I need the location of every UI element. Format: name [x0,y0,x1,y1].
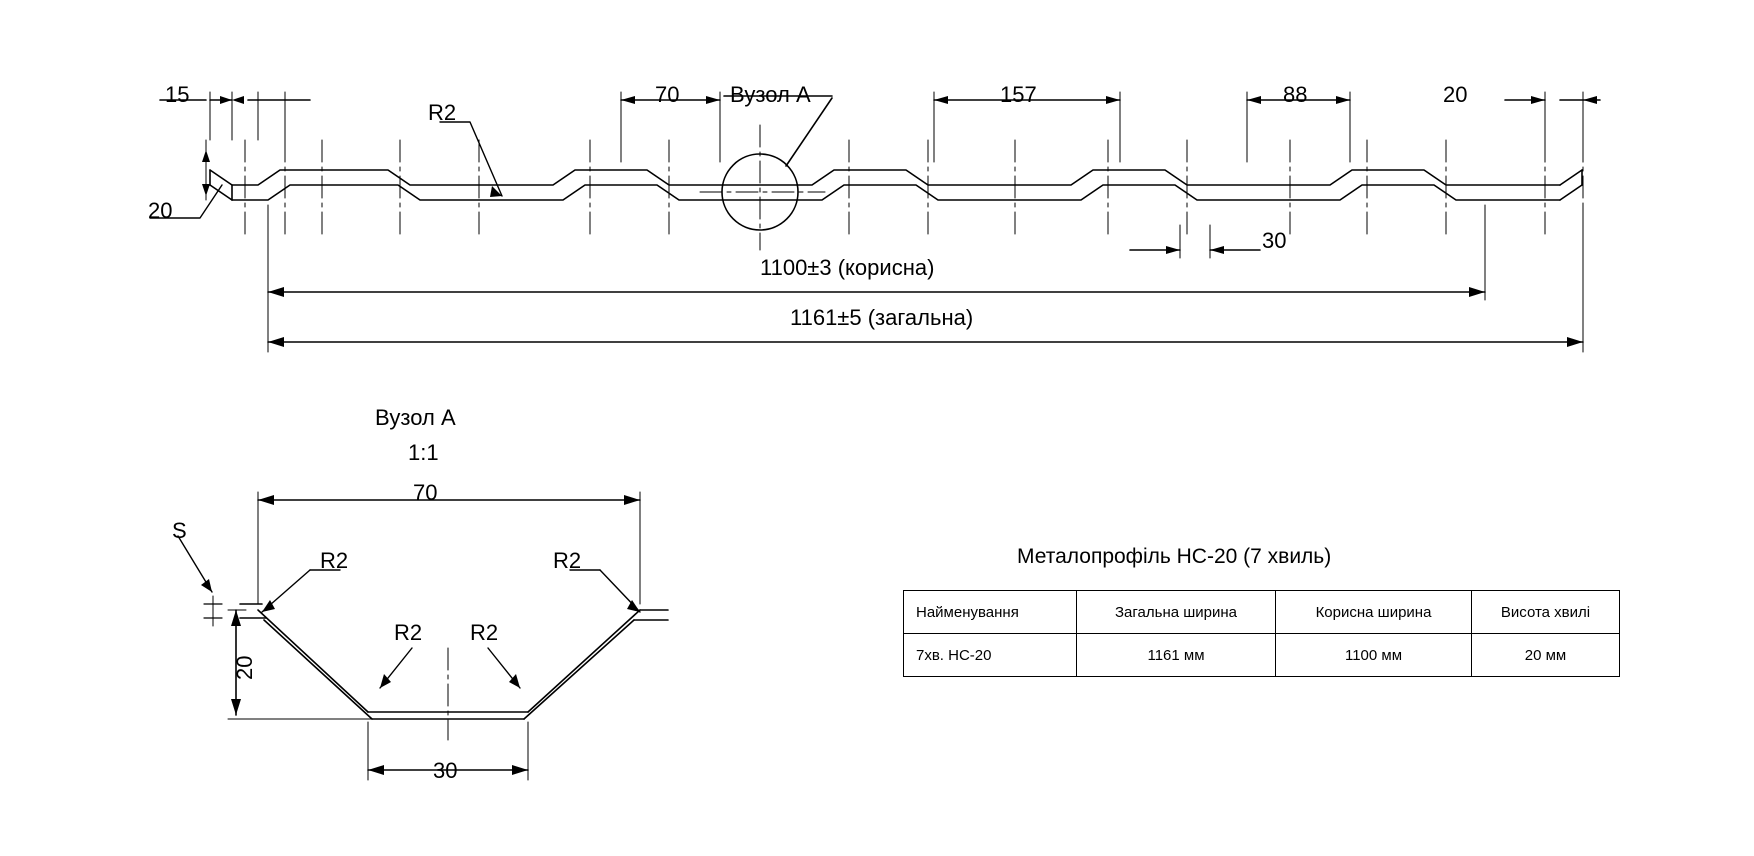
detail-radius-label-1: R2 [320,548,349,573]
total-width-label: 1161±5 (загальна) [790,305,974,330]
dim-rib-bottom-label: 30 [1262,228,1287,253]
table-header-cell: Корисна ширина [1276,591,1472,634]
table-row [904,634,1620,677]
table-header-cell: Найменування [904,591,1077,634]
detail-thickness-label: S [172,518,187,543]
radius-label-top-view: R2 [428,100,457,125]
spec-title: Металопрофіль НС-20 (7 хвиль) [1017,545,1332,568]
dim-pitch-label: 157 [1000,82,1037,107]
table-header-cell: Загальна ширина [1077,591,1276,634]
table-header-row [904,591,1620,634]
detail-scale-label: 1:1 [408,440,439,465]
detail-height-label: 20 [232,655,257,680]
detail-bottom-width-label: 30 [433,758,458,783]
detail-top-width-label: 70 [413,480,438,505]
dim-edge-right-label: 20 [1443,82,1468,107]
dim-flat-label: 88 [1283,82,1308,107]
table-cell-useful-width: 1100 мм [1276,634,1472,677]
table-header-cell: Висота хвилі [1472,591,1620,634]
dim-edge-left-label: 15 [165,82,190,107]
spec-table [903,590,1620,677]
detail-radius-label-3: R2 [394,620,423,645]
useful-width-label: 1100±3 (корисна) [760,255,935,280]
table-cell-total-width: 1161 мм [1077,634,1276,677]
table-cell-wave-height: 20 мм [1472,634,1620,677]
dim-height-left-label: 20 [148,198,173,223]
detail-radius-label-4: R2 [470,620,499,645]
detail-radius-label-2: R2 [553,548,582,573]
detail-callout-label: Вузол А [730,82,811,107]
dim-rib-top-label: 70 [655,82,680,107]
detail-title-label: Вузол А [375,405,456,430]
table-cell-name: 7хв. НС-20 [904,634,1077,677]
